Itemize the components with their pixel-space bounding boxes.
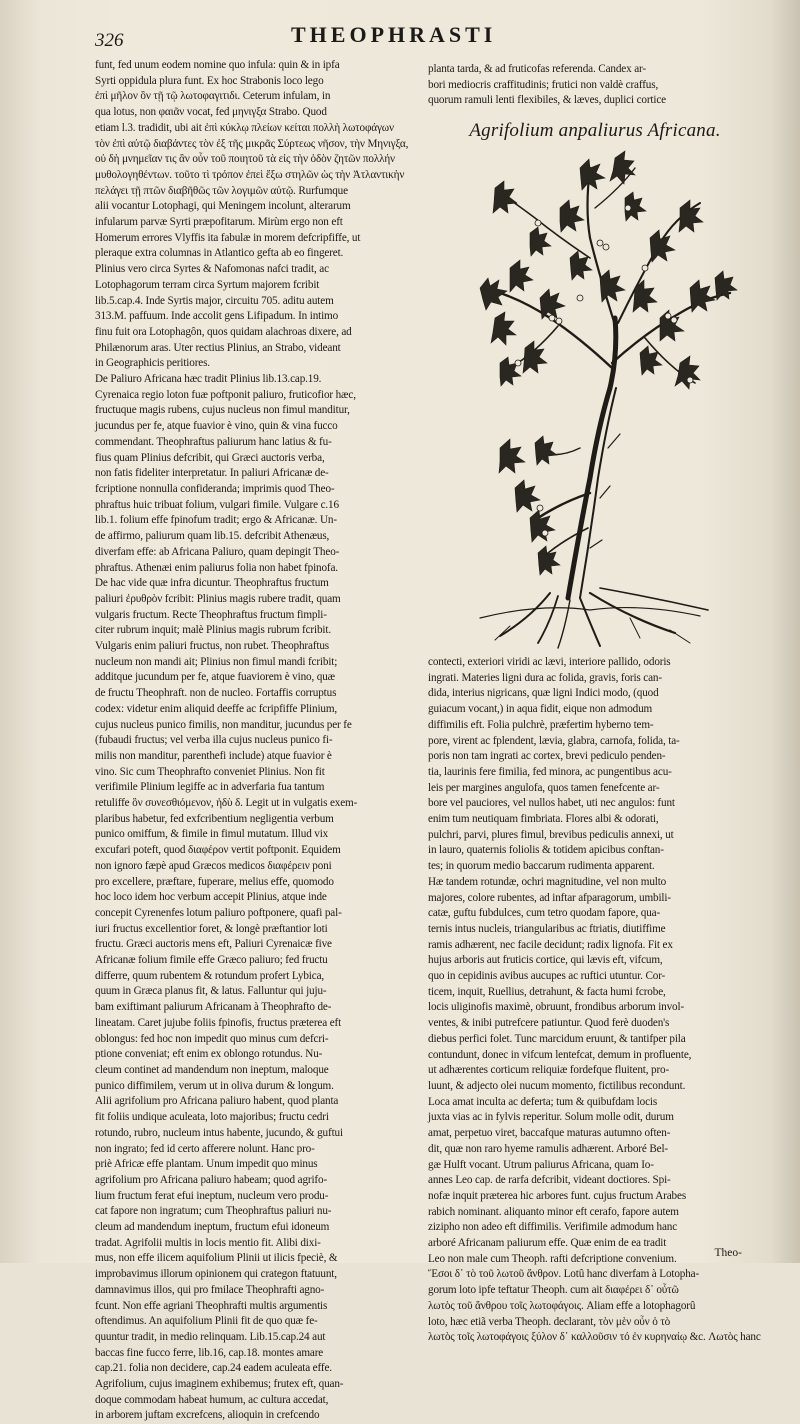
text-line: annes Leo cap. de rarfa defcribit, videant doctiores. Spi- xyxy=(428,1174,671,1187)
text-line: lib.5.cap.4. Inde Syrtis major, circuitu 705. aditu autem xyxy=(95,294,334,307)
text-line: cleum continet ad mandendum non ineptum, maloque xyxy=(95,1064,329,1076)
text-line: quuntur tradit, in medio relinquam. Lib.15.cap.24 aut xyxy=(95,1330,326,1343)
text-line: dit, quæ non raro hyeme ramulis adhærent. Arboré Bel- xyxy=(428,1142,668,1155)
text-line: Leo non male cum Theoph. rafti defcriptione convenium. xyxy=(428,1252,677,1265)
text-line: alii vocantur Lotophagi, qui Meningem incolunt, alterarum xyxy=(95,200,351,213)
text-line: fcriptione nonnulla confideranda; imprimis quod Theo- xyxy=(95,482,335,495)
text-line: ἐπὶ μῆλον ὃν τῇ τῷ λωτοφαγιτιδι. Ceterum infulam, in xyxy=(95,90,331,103)
right-text-column-top xyxy=(428,62,748,122)
text-line: Loca amat inculta ac deferta; tum & quibufdam locis xyxy=(428,1095,658,1108)
text-line: zizipho non adeo eft diffimilis. Verifimile admodum hanc xyxy=(428,1221,678,1234)
text-line: cat fapore non ingratum; cum Theophraftus paliuri nu- xyxy=(95,1205,332,1218)
text-line: diverfam effe: ab Africana Paliuro, quam depingit Theo- xyxy=(95,545,340,558)
text-line: ticem, inquit, Ruellius, detrahunt, & facta humi fcrobe, xyxy=(428,985,666,998)
catchword: Theo- xyxy=(714,1247,742,1259)
text-line: cap.21. folia non decidere, cap.24 eadem aculeata effe. xyxy=(95,1362,332,1375)
text-line: ventes, & inibi putrefcere patiuntur. Quod ferè duoden's xyxy=(428,1017,670,1030)
text-line: bori mediocris craffitudinis; frutici non valdè craffus, xyxy=(428,78,659,91)
text-line: rabich nominant. aliquanto minor eft cerafo, fapore autem xyxy=(428,1205,679,1218)
text-line: fit foliis undique aculeata, loto majoribus; fructu cedri xyxy=(95,1111,329,1124)
text-line: in arborem juftam excrefcens, alioquin in crefcendo xyxy=(95,1409,320,1422)
text-line: lineatam. Caret jujube foliis fpinofis, fructus præterea eft xyxy=(95,1016,342,1029)
text-line: pleraque extra columnas in Atlantico gefta ab eo fingeret. xyxy=(95,247,344,260)
text-line: differre, quum rubentem & rotundum profert Lybica, xyxy=(95,969,325,982)
running-title: THEOPHRASTI xyxy=(291,22,497,47)
text-line: plaribus habetur, fed exfcribentium negligentia verbum xyxy=(95,812,334,825)
text-line: bore vel pauciores, vel nullos habet, uti nec angulos: funt xyxy=(428,797,675,810)
text-line: quo in cepidinis avibus aucupes ac ruftici utuntur. Cor- xyxy=(428,970,666,983)
text-line: commendant. Theophraftus paliurum hanc latius & fu- xyxy=(95,435,332,448)
text-line: cujus nucleus punico fimilis, non manditur, jucundus per fe xyxy=(95,718,352,731)
text-line: oftendimus. An aquifolium Plinii fit de quo quæ fe- xyxy=(95,1315,318,1328)
text-line: lib.1. folium effe fpinofum tradit; ergo & Africanæ. Un- xyxy=(95,514,337,527)
text-line: oblongus: fed hoc non impedit quo minus cum defcri- xyxy=(95,1032,329,1045)
text-line: gorum loto ipfe teftatur Theoph. cum ait διαφέρει δ᾽ οὗτῶ xyxy=(428,1284,679,1297)
text-line: finu fuit ora Lotophagôn, quos quidam alachroas dixere, ad xyxy=(95,325,352,338)
text-line: juxta vias ac in fylvis reperitur. Solum molle odit, durum xyxy=(428,1111,674,1124)
text-line: τὸν ἐπὶ αὐτῷ διαβάντες τὸν ἐξ τῆς μικρᾶς Σύρτεως νῆσον, τὴν Μηνιγξα, xyxy=(95,137,409,150)
text-line: (fubaudi fructus; vel verba illa cujus nucleus punico fi- xyxy=(95,734,333,747)
text-line: Ἔσοι δ᾽ τὸ τοῦ λωτοῦ ἄνθρον. Lotû hanc diverfam à Lotopha- xyxy=(428,1268,700,1281)
text-line: damnavimus illos, qui pro fmilace Theophrafti agno- xyxy=(95,1283,325,1296)
text-line: dida, interius nigricans, quæ ligni Indici modo, (quod xyxy=(428,687,659,700)
text-line: diffimilis eft. Folia pulchrè, præfertim hyberno tem- xyxy=(428,718,654,731)
text-line: 313.M. paffuum. Inde accolit gens Lifipadum. In intimo xyxy=(95,310,339,323)
text-line: ptione conveniat; eft enim ex oblongo rotundus. Nu- xyxy=(95,1048,323,1061)
text-line: diebus perfici folet. Tunc marcidum eruunt, & tantifper pila xyxy=(428,1032,686,1045)
text-line: jucundus per fe, atque fuavior è vino, quin & vina fucco xyxy=(95,420,338,433)
text-line: non ignoro fæpè apud Græcos medicos διαφέρειν poni xyxy=(95,859,332,872)
text-line: quum in Græca planus fit, & latus. Falluntur qui juju- xyxy=(95,985,327,998)
right-text-column-bottom xyxy=(428,655,761,1344)
text-line: de affirmo, paliurum quam lib.15. defcribit Athenæus, xyxy=(95,530,330,543)
text-line: rotundo, rubro, nucleum intus habente, jucundo, & guftui xyxy=(95,1126,343,1139)
text-line: non ingrato; fed id certo afferere nolunt. Hanc pro- xyxy=(95,1142,315,1155)
text-line: etiam l.3. tradidit, ubi ait ἐπὶ κύκλῳ πλείων κείται πολλὴ λωτοφάγων xyxy=(95,121,394,134)
text-line: planta tarda, & ad fruticofas referenda. Candex ar- xyxy=(428,63,646,75)
text-line: Vulgaris enim paliuri fructus, non rubet. Theophraftus xyxy=(95,640,329,653)
text-line: punico diffimilem, verum ut in oliva durum & longum. xyxy=(95,1079,334,1092)
text-line: μυθολογηθέντων. τοῦτο τὶ τρόπον ἐπεὶ ἔξω στηλῶν ὡς τὴν Ἀτλαντικὴν xyxy=(95,168,405,181)
text-line: nofæ inquit præterea hic arbores funt. cujus fructum Arabes xyxy=(428,1189,687,1202)
text-line: Syrti oppidula plura funt. Ex hoc Strabonis loco lego xyxy=(95,74,324,87)
text-line: ternis intus nucleis, triangularibus ac ftriatis, diutiffime xyxy=(428,922,666,935)
text-line: tradat. Agrifolii multis in locis mentio fit. Alibi dixi- xyxy=(95,1236,321,1249)
text-line: locis uliginofis maximè, obruunt, frondibus arborum invol- xyxy=(428,1001,685,1014)
text-line: amat, perpetuo viret, baccafque maturas autumno often- xyxy=(428,1127,671,1140)
text-line: guiacum vocant,) in aqua fidit, eique non admodum xyxy=(428,703,653,716)
text-line: de fructu Theophraft. non de nucleo. Fortaffis corruptus xyxy=(95,687,337,700)
text-line: vulgaris fructum. Recte Theophraftus fructum fimpli- xyxy=(95,608,327,621)
text-line: De Paliuro Africana hæc tradit Plinius lib.13.cap.19. xyxy=(95,373,322,386)
text-line: ingrati. Materies ligni dura ac folida, gravis, foris can- xyxy=(428,671,662,684)
illustration-title: Agrifolium anpaliurus Africana. xyxy=(469,120,721,141)
text-line: milis non manditur, parenthefi include) atque fuavior è xyxy=(95,749,332,762)
text-line: cleum ad mandendum ineptum, fructum efui idoneum xyxy=(95,1221,330,1234)
text-line: tia, laurinis fere fimilia, fed minora, ac pungentibus acu- xyxy=(428,765,672,778)
text-line: in Geographicis peritiores. xyxy=(95,357,210,370)
text-line: leis per margines angulofa, quos tamen fenefcente ar- xyxy=(428,781,660,794)
text-line: paliuri ἐρυθρὸν fcribit: Plinius magis rubere tradit, quam xyxy=(95,592,341,605)
page-number: 326 xyxy=(95,30,124,51)
text-line: fructu. Græci auctoris mens eft, Paliuri Cyrenaicæ five xyxy=(95,938,332,951)
left-text-column xyxy=(95,58,415,1422)
text-line: nucleum non mandi ait; Plinius non fimul mandi fcribit; xyxy=(95,655,338,668)
text-line: arboré Africanam paliurum effe. Quæ enim de ea tradit xyxy=(428,1237,667,1250)
text-line: pro excellere, præftare, fuperare, melius effe, quomodo xyxy=(95,875,334,888)
text-line: tes; in quorum medio baccarum rudimenta apparent. xyxy=(428,860,655,873)
text-line: vino. Sic cum Theophrafto conveniet Plinius. Non fit xyxy=(95,765,325,778)
text-line: improbavimus illorum opinionem qui crategon ftatuunt, xyxy=(95,1268,337,1281)
woodcut-illustration xyxy=(440,148,750,653)
text-line: funt, fed unum eodem nomine quo infula: quin & in ipfa xyxy=(95,59,340,71)
text-line: lium fructum ferat efui ineptum, nucleum vero produ- xyxy=(95,1189,329,1202)
text-line: De hac vide quæ infra dicuntur. Theophraftus fructum xyxy=(95,577,329,590)
text-line: οὐ δὴ μνημεῖαν τις ἂν οὖν τοῦ ποιητοῦ τὰ εἰς τὴν ὁδὸν ζητῶν πολλήν xyxy=(95,153,395,166)
text-line: luunt, & adjecto olei nucum momento, fictilibus recondunt. xyxy=(428,1079,686,1092)
text-line: mus, non effe ilicem aquifolium Plinii ut ilicis fpeciè, & xyxy=(95,1252,338,1265)
text-line: hoc loco idem hoc verbum accepit Plinius, atque inde xyxy=(95,891,327,904)
text-line: Plinius vero circa Syrtes & Nafomonas nafci tradit, ac xyxy=(95,263,329,276)
text-line: in lauro, quaternis foliolis & totidem apicibus conftan- xyxy=(428,844,664,857)
text-line: concepit Cyrenenfes lotum paliuro poftponere, quafi pal- xyxy=(95,906,342,919)
text-line: Africanæ folium fimile effe Græco paliuro; fed fructu xyxy=(95,954,328,967)
text-line: punico omiffum, & fimile in fimul mutatum. Illud vix xyxy=(95,828,329,841)
text-line: doque commodam habeat humum, ac cultura accedat, xyxy=(95,1393,329,1406)
text-line: infularum parvæ Syrti præpofitarum. Mirùm ergo non eft xyxy=(95,216,343,229)
text-line: codex: videtur enim aliquid deeffe ac fcripfiffe Plinium, xyxy=(95,702,338,715)
text-line: pulchri, parvi, plures fimul, brevibus pediculis annexi, ut xyxy=(428,828,674,841)
text-line: hujus arboris aut fruticis cortice, qui lævis eft, vifcum, xyxy=(428,954,663,967)
text-line: Cyrenaica regio loton fuæ poftponit paliuro, fruticofior hæc, xyxy=(95,388,356,401)
text-line: poris non tam ingrati ac cortex, brevi pediculo penden- xyxy=(428,750,666,763)
text-line: excufari poteft, quod διαφέρον vertit poftponit. Equidem xyxy=(95,844,341,857)
text-line: contecti, exteriori viridi ac lævi, interiore pallido, odoris xyxy=(428,656,671,668)
text-line: fcunt. Non effe agriani Theophrafti multis argumentis xyxy=(95,1299,328,1312)
text-line: quorum ramuli lenti flexibiles, & læves, duplici cortice xyxy=(428,94,666,107)
text-line: verifimile Plinium legiffe ac in adverfaria fua tantum xyxy=(95,781,325,794)
page-header xyxy=(95,20,735,50)
text-line: Agrifolium, cujus imaginem exhibemus; frutex eft, quan- xyxy=(95,1378,344,1391)
text-line: additque jucundum per fe, atque fuaviorem è vino, quæ xyxy=(95,671,335,684)
text-line: non fatis fideliter interpretatur. In paliuri Africanæ de- xyxy=(95,467,329,480)
text-line: phraftus. Athenæi enim paliurus folia non habet fpinofa. xyxy=(95,561,338,574)
text-line: fructuque magis rubens, cujus nucleus non fimul manditur, xyxy=(95,404,350,417)
text-line: Hæ tandem rotundæ, ochri magnitudine, vel non multo xyxy=(428,875,667,888)
text-line: fius quam Plinius defcribit, qui Græci auctoris verba, xyxy=(95,451,325,464)
text-line: qua lotus, non φαιᾶν vocat, fed μηνιγξα Strabo. Quod xyxy=(95,106,327,119)
text-line: iuri fructus excellentior foret, & longè præftantior loti xyxy=(95,922,328,935)
text-line: citer rubrum inquit; malè Plinius magis rubrum fcribit. xyxy=(95,624,331,637)
text-line: loto, hæc etiã verba Theoph. declarant, τὸν μὲν οὖν ὁ τὸ xyxy=(428,1315,671,1328)
text-line: pore, virent ac fplendent, lævia, glabra, carnofa, folida, ta- xyxy=(428,734,680,747)
text-line: catæ, guftu fubdulces, cum tetro quodam fapore, qua- xyxy=(428,907,661,920)
text-line: λωτὸς τοῦ ἄνθρου τοῖς λωτοφάγοις. Aliam effe a lotophagorû xyxy=(428,1299,696,1312)
text-line: contundunt, donec in vifcum lentefcat, demum in profluente, xyxy=(428,1048,692,1061)
text-line: priè Africæ effe plantam. Unum impedit quo minus xyxy=(95,1158,318,1171)
text-line: baccas fine fucco ferre, lib.16, cap.18. montes amare xyxy=(95,1346,324,1359)
text-line: λωτὸς τοῖς λωτοφάγοις ξύλον δ᾽ καλλοῦσιν τό ἐν κυρηναίῳ &c. Λωτὸς hanc xyxy=(428,1331,761,1344)
text-line: ramis adhærent, nec facile decidunt; radix lignofa. Fit ex xyxy=(428,938,673,951)
text-line: majores, colore rubentes, ad inftar afparagorum, umbili- xyxy=(428,891,671,904)
text-line: phraftus huic tribuat folium, vulgari fimile. Vulgare c.16 xyxy=(95,498,339,511)
text-line: Lotophagorum terram circa Syrtum majorem fcribit xyxy=(95,278,320,291)
text-line: bam exiftimant paliurum Africanam à Theophrafto de- xyxy=(95,1001,332,1014)
text-line: πελάγει τῇ πτῶν διαβῆθῶς τῶν λογιμῶν αὐτῷ. Rurfumque xyxy=(95,184,348,197)
text-line: ut adhærentes corticum reliquiæ fordefque fluitent, pro- xyxy=(428,1064,670,1077)
text-line: enim tum neutiquam fimbriata. Flores albi & odorati, xyxy=(428,813,659,826)
text-line: agrifolium pro Africana paliuro habeam; quod agrifo- xyxy=(95,1173,328,1186)
text-line: Homerum errores Vlyffis ita fabulæ in morem defcripfiffe, ut xyxy=(95,231,361,244)
text-line: gæ Hulft vocant. Utrum paliurus Africana, quam Io- xyxy=(428,1158,654,1171)
text-line: Alii agrifolium pro Africana paliuro habent, quod planta xyxy=(95,1095,339,1108)
text-line: Philænorum aras. Uter rectius Plinius, an Strabo, videant xyxy=(95,341,341,354)
text-line: retuliffe ὃν συνεσθιόμενον, ἡδὺ δ. Legit ut in vulgatis exem- xyxy=(95,797,358,810)
